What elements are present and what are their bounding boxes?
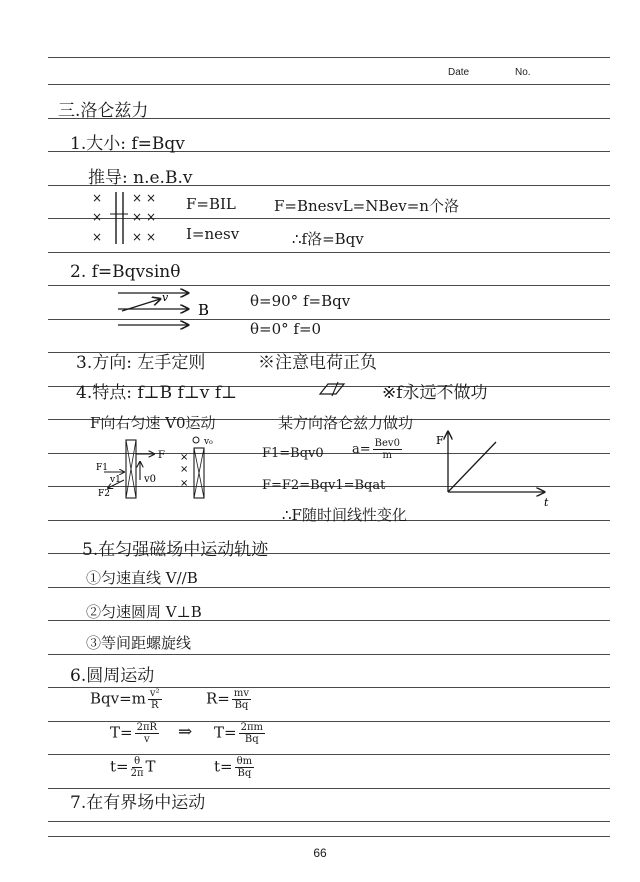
feature-note: ※f永远不做功 xyxy=(382,383,488,403)
svg-text:×: × xyxy=(180,452,189,463)
radius-equation: R= $\frac{mv}{Bq}$ xyxy=(206,688,250,711)
v-label: v xyxy=(162,291,169,304)
feature-line: 4.特点: f⊥B f⊥v f⊥ xyxy=(76,383,238,403)
uniform-motion-text: F向右匀速 V0运动 xyxy=(90,414,216,432)
force-time-equation: F=F2=Bqv1=Bqat xyxy=(262,478,386,493)
ruled-line xyxy=(48,654,610,655)
date-label: Date xyxy=(448,67,470,78)
svg-text:×: × xyxy=(92,210,103,224)
plane-icon xyxy=(318,380,346,398)
direction-note: ※注意电荷正负 xyxy=(258,353,377,373)
force-time-graph xyxy=(436,428,552,509)
v1-label: v1 xyxy=(110,475,121,485)
field-arrows-diagram xyxy=(116,287,226,333)
bounded-field-title: 7.在有界场中运动 xyxy=(70,793,206,813)
svg-text:×: × xyxy=(146,210,157,224)
time-equation-1: t= $\frac{\theta}{2\pi}$ T xyxy=(110,756,156,779)
theta-90: θ=90° f=Bqv xyxy=(250,292,351,310)
size-formula: 1.大小: f=Bqv xyxy=(70,134,185,154)
equation-I-nesv: I=nesv xyxy=(186,225,240,243)
ruled-line xyxy=(48,754,610,755)
bottom-rule xyxy=(48,836,610,837)
svg-text:×: × xyxy=(132,191,143,205)
rod-diagram xyxy=(96,432,216,500)
F-label: F xyxy=(158,450,165,461)
ruled-line xyxy=(48,252,610,253)
svg-text:×: × xyxy=(92,191,103,205)
trajectory-item-1: ①匀速直线 V//B xyxy=(86,569,198,587)
svg-text:×: × xyxy=(180,464,189,475)
header-rule xyxy=(48,84,610,85)
graph-t-axis: t xyxy=(544,496,549,509)
svg-text:×: × xyxy=(146,230,157,244)
F2-label: F2 xyxy=(98,489,110,499)
section-title: 三.洛仑兹力 xyxy=(58,101,149,121)
direction-line: 3.方向: 左手定则 xyxy=(76,353,206,373)
magnetic-field-diagram xyxy=(90,190,160,246)
a-denominator: m xyxy=(382,450,393,461)
v0-label: v0 xyxy=(144,474,157,485)
ruled-line xyxy=(48,285,610,286)
B-label: B xyxy=(198,301,210,319)
svg-text:×: × xyxy=(180,478,189,489)
trajectory-item-3: ③等间距螺旋线 xyxy=(86,634,192,652)
no-label: No. xyxy=(515,67,531,78)
graph-F-axis: F xyxy=(436,434,444,447)
svg-text:×: × xyxy=(92,230,103,244)
trajectory-title: 5.在匀强磁场中运动轨迹 xyxy=(82,540,269,560)
svg-text:×: × xyxy=(132,230,143,244)
F1-label: F1 xyxy=(96,463,108,473)
svg-text:×: × xyxy=(146,191,157,205)
theta-0: θ=0° f=0 xyxy=(250,320,322,338)
implies-arrow: ⇒ xyxy=(178,722,193,742)
time-equation-2: t= $\frac{\theta m}{Bq}$ xyxy=(214,756,253,779)
period-equation-2: T= $\frac{2\pi m}{Bq}$ xyxy=(214,722,263,745)
svg-text:×: × xyxy=(132,210,143,224)
svg-text:v₀: v₀ xyxy=(204,437,213,447)
top-rule xyxy=(48,57,610,58)
period-equation-1: T= $\frac{2\pi R}{v}$ xyxy=(110,722,158,745)
trajectory-item-2: ②匀速圆周 V⊥B xyxy=(86,603,202,621)
radius-balance-equation: Bqv=m $\frac{\text{v²}}{R}$ xyxy=(90,688,160,711)
derivation-line: 推导: n.e.B.v xyxy=(88,168,193,188)
sin-formula: 2. f=Bqvsinθ xyxy=(70,262,181,282)
page-number: 66 xyxy=(313,846,327,860)
work-title: 某方向洛仑兹力做功 xyxy=(278,414,414,432)
acceleration-equation: a= $\frac{\text{Bev0}}{m}$ xyxy=(352,438,400,461)
a-numerator: Bev0 xyxy=(374,438,400,449)
equation-F-BIL: F=BIL xyxy=(186,195,236,213)
F1-equation: F1=Bqv0 xyxy=(262,446,324,461)
ruled-line xyxy=(48,821,610,822)
equation-f-Bqv: ∴f洛=Bqv xyxy=(292,230,364,248)
circular-title: 6.圆周运动 xyxy=(70,666,155,686)
equation-F-Bnesv: F=BnesvL=NBev=n个洛 xyxy=(274,197,459,215)
linear-conclusion: ∴F随时间线性变化 xyxy=(282,506,407,524)
